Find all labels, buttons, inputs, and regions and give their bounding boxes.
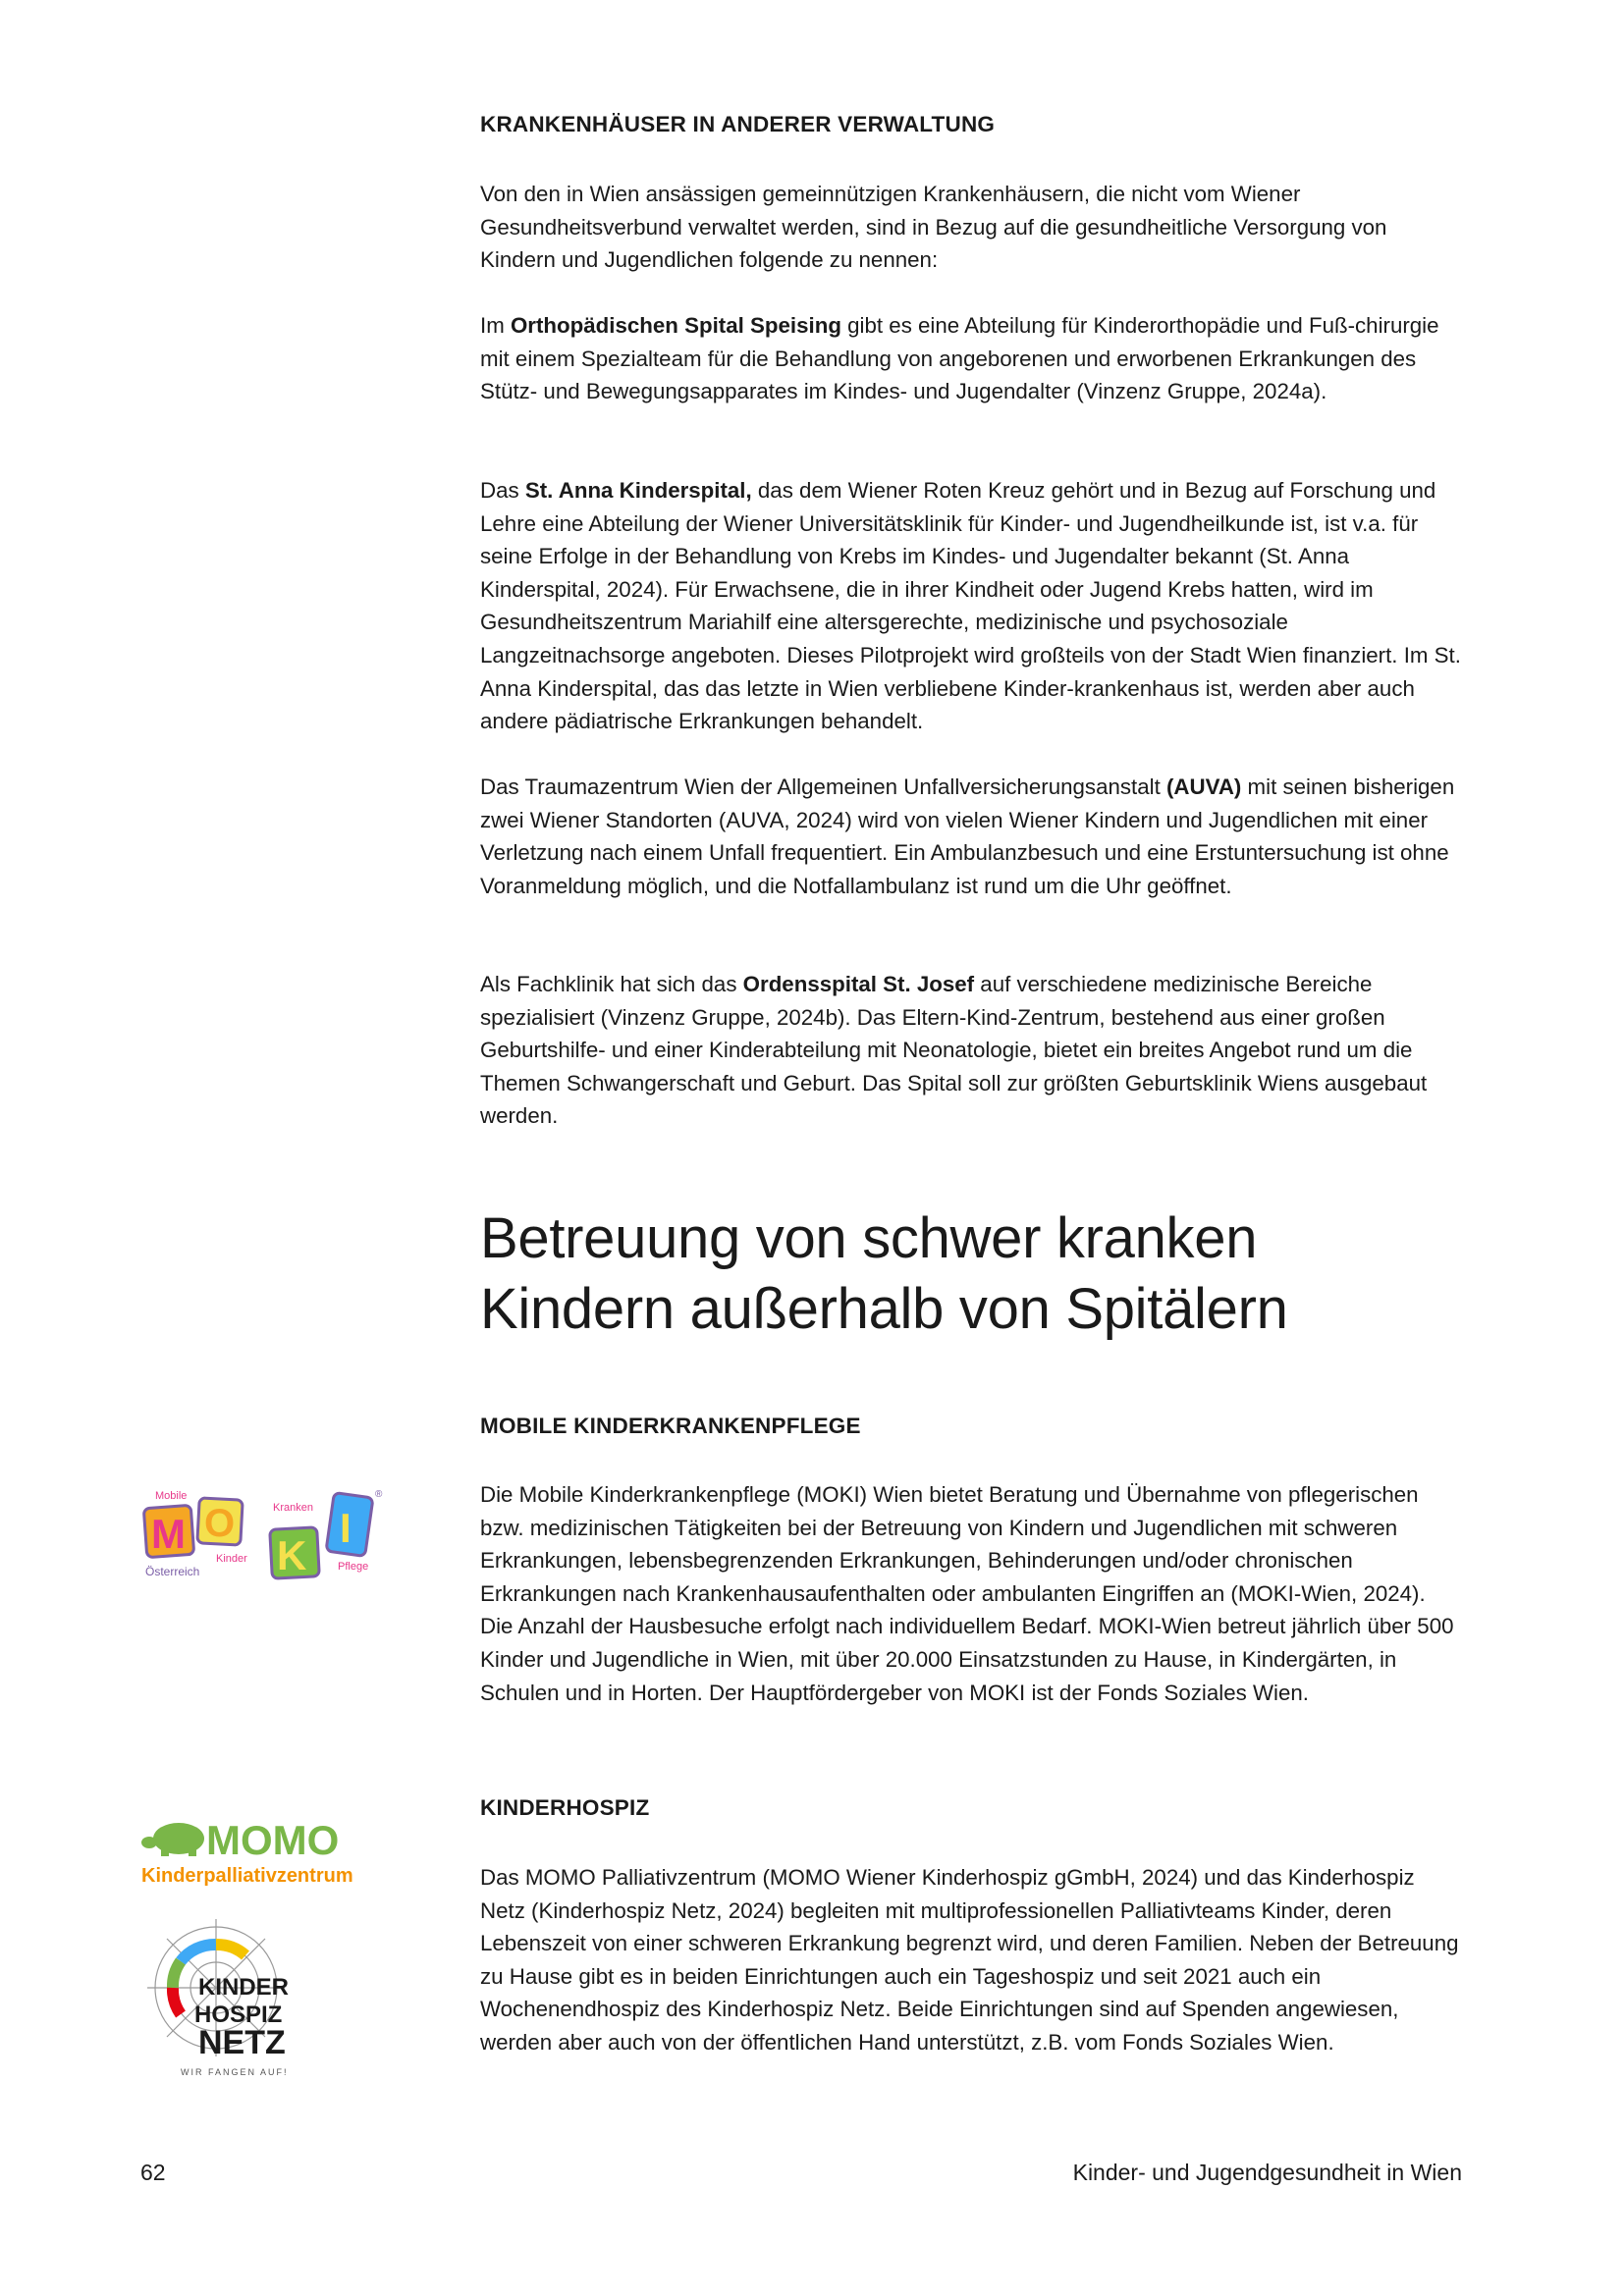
page-title: Betreuung von schwer kranken Kindern außerhalb von Spitälern — [480, 1206, 1288, 1341]
section-hospitals — [480, 112, 1462, 137]
moki-letter-o: O — [204, 1502, 236, 1545]
turtle-icon — [141, 1823, 204, 1856]
paragraph-text: Das St. Anna Kinderspital, das dem Wiener Roten Kreuz gehört und in Bezug auf Forschung und Lehre eine Abteilung der Wiener Universitätsklinik für Kinder- und Jugendheilkunde ist, ist v.a. für seine Erfolge in der Behandlung von Krebs im Kindes- und Jugendalter bekannt (St. Anna Kinderspital, 2024). Für Erwachsene, die in ihrer Kindheit oder Jugend Krebs hatten, wird im Gesundheitszentrum Mariahilf eine altersgerechte, medizinische und psychosoziale Langzeitnachsorge angeboten. Dieses Pilotprojekt wird großteils von der Stadt Wien finanziert. Im St. Anna Kinderspital, das das letzte in Wien verbliebene Kinder-krankenhaus ist, werden aber auch andere pädiatrische Erkrankungen behandelt. — [480, 478, 1461, 734]
momo-subtitle: Kinderpalliativzentrum — [141, 1865, 353, 1887]
paragraph — [480, 178, 1462, 277]
paragraph — [480, 1478, 1462, 1709]
paragraph — [480, 474, 1462, 738]
section-heading: KRANKENHÄUSER IN ANDERER VERWALTUNG — [480, 112, 996, 136]
paragraph-text: Die Mobile Kinderkrankenpflege (MOKI) Wien bietet Beratung und Übernahme von pflegerischen bzw. medizinischen Tätigkeiten bei der Betreuung von Kindern und Jugendlichen mit schweren Erkrankungen, lebensbegrenzenden Erkrankungen, Behinderungen und/oder chronischen Erkrankungen nach Krankenhausaufenthalten oder ambulanten Eingriffen an (MOKI-Wien, 2024). Die Anzahl der Hausbesuche erfolgt nach individuellem Bedarf. MOKI-Wien betreut jährlich über 500 Kinder und Jugendliche in Wien, mit über 20.000 Einsatzstunden zu Hause, in Kindergärten, in Schulen und in Horten. Der Hauptfördergeber von MOKI ist der Fonds Soziales Wien. — [480, 1482, 1454, 1705]
hospital-name: Orthopädischen Spital Speising — [510, 313, 841, 338]
moki-pflege-text: Pflege — [338, 1561, 369, 1573]
section-heading: MOBILE KINDERKRANKENPFLEGE — [480, 1414, 861, 1438]
hospiz-line1: KINDER — [198, 1974, 290, 2001]
paragraph-text: Im Orthopädischen Spital Speising gibt es eine Abteilung für Kinderorthopädie und Fuß-chirurgie mit einem Spezialteam für die Behandlung von angeborenen und erworbenen Erkrankungen des Stütz- und Bewegungsapparates im Kindes- und Jugendalter (Vinzenz Gruppe, 2024a). — [480, 313, 1439, 404]
section-heading: KINDERHOSPIZ — [480, 1795, 650, 1820]
momo-name: MOMO — [206, 1817, 340, 1863]
paragraph — [480, 771, 1462, 902]
paragraph-text: Das MOMO Palliativzentrum (MOMO Wiener Kinderhospiz gGmbH, 2024) und das Kinderhospiz Netz (Kinderhospiz Netz, 2024) begleiten mit multiprofessionellen Palliativteams Kinder, deren Lebenszeit von einer schweren Erkrankung begrenzt wird, und deren Familien. Neben der Betreuung zu Hause gibt es in beiden Einrichtungen auch ein Tageshospiz und seit 2021 auch ein Wochenendhospiz des Kinderhospiz Netz. Beide Einrichtungen sind auf Spenden angewiesen, werden aber auch von der öffentlichen Hand unterstützt, z.B. vom Fonds Soziales Wien. — [480, 1865, 1459, 2055]
hospital-name: St. Anna Kinderspital, — [524, 478, 752, 503]
momo-logo — [137, 1811, 403, 1890]
moki-kranken-text: Kranken — [273, 1502, 313, 1514]
section-moki — [480, 1414, 1462, 1439]
hospital-name: Ordensspital St. Josef — [742, 972, 975, 996]
page-number: 62 — [140, 2160, 166, 2185]
hospiz-line3: NETZ — [198, 2024, 286, 2061]
kinderhospiz-netz-logo — [137, 1914, 334, 2086]
moki-letter-m: M — [151, 1511, 186, 1557]
registered-mark: ® — [375, 1489, 383, 1500]
paragraph-text: Von den in Wien ansässigen gemeinnützigen Krankenhäusern, die nicht vom Wiener Gesundheitsverbund verwaltet werden, sind in Bezug auf die gesundheitliche Versorgung von Kindern und Jugendlichen folgende zu nennen: — [480, 182, 1387, 273]
moki-mobile-text: Mobile — [155, 1490, 188, 1502]
paragraph — [480, 1861, 1462, 2059]
paragraph — [480, 309, 1462, 408]
hospital-name: (AUVA) — [1165, 774, 1242, 799]
hospiz-tagline: WIR FANGEN AUF! — [181, 2067, 289, 2077]
paragraph-text: Das Traumazentrum Wien der Allgemeinen Unfallversicherungsanstalt (AUVA) mit seinen bisherigen zwei Wiener Standorten (AUVA, 2024) wird von vielen Wiener Kindern und Jugendlichen mit einer Verletzung nach einem Unfall frequentiert. Ein Ambulanzbesuch und eine Erstuntersuchung ist ohne Voranmeldung möglich, und die Notfallambulanz ist rund um die Uhr geöffnet. — [480, 774, 1455, 898]
moki-letter-i: I — [340, 1505, 352, 1551]
paragraph-text: Als Fachklinik hat sich das Ordensspital St. Josef auf verschiedene medizinische Bereiche spezialisiert (Vinzenz Gruppe, 2024b). Das Eltern-Kind-Zentrum, bestehend aus einer großen Geburtshilfe- und einer Kinderabteilung mit Neonatologie, bietet ein breites Angebot rund um die Themen Schwangerschaft und Geburt. Das Spital soll zur größten Geburtsklinik Wiens ausgebaut werden. — [480, 972, 1428, 1129]
moki-kinder-text: Kinder — [216, 1553, 247, 1565]
section-hospiz — [480, 1795, 1462, 1821]
moki-letter-k: K — [277, 1532, 307, 1578]
hospiz-line2: HOSPIZ — [194, 2002, 283, 2028]
paragraph — [480, 968, 1462, 1133]
moki-logo — [137, 1477, 403, 1595]
footer-title: Kinder- und Jugendgesundheit in Wien — [1072, 2160, 1462, 2185]
moki-oesterreich-text: Österreich — [145, 1565, 200, 1578]
